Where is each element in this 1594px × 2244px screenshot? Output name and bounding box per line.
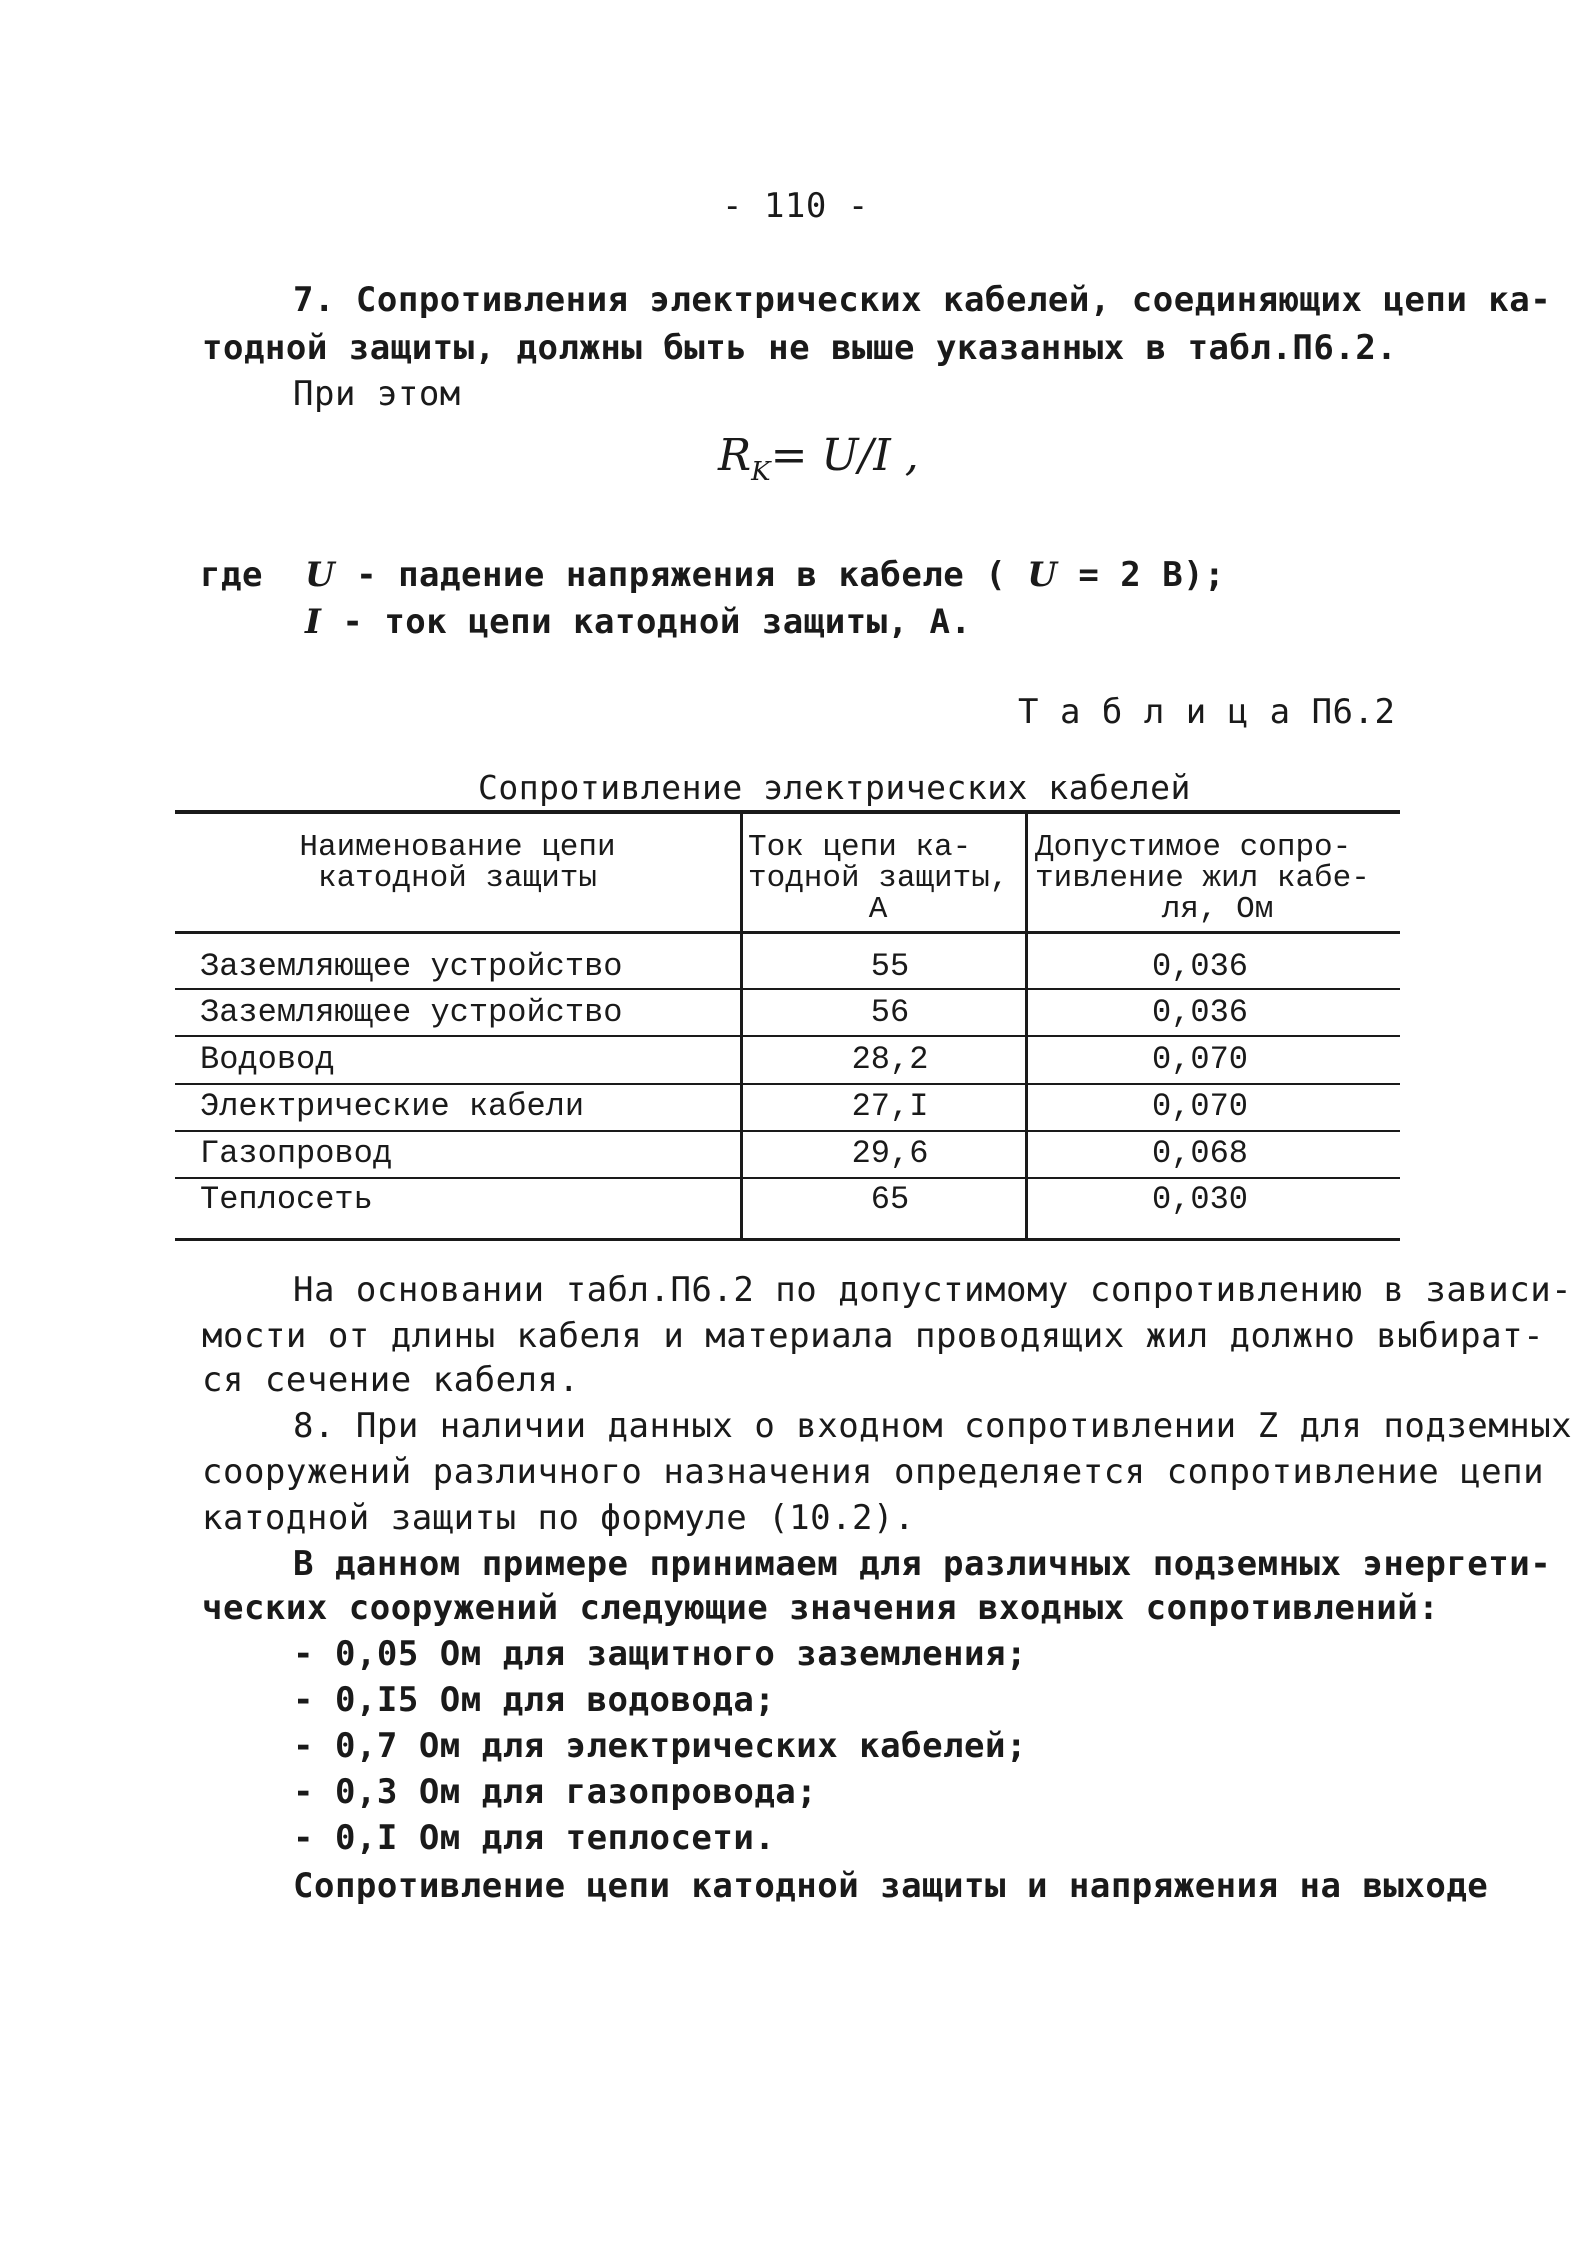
row-rule-5 [175, 1177, 1400, 1179]
header-current-line1: Ток цепи ка- [748, 830, 972, 865]
example-line2: ческих сооружений следующие значения входных сопротивлений: [202, 1588, 1440, 1628]
list-item: - 0,7 Ом для электрических кабелей; [293, 1726, 1027, 1766]
page-number: - 110 - [722, 186, 869, 226]
where-i-text: - ток цепи катодной защиты, А. [342, 602, 972, 642]
list-item: - 0,05 Ом для защитного заземления; [293, 1634, 1027, 1674]
header-current-line3: А [868, 892, 888, 927]
row-resistance: 0,070 [1151, 1088, 1248, 1125]
table-label: Т а б л и ц а П6.2 [1018, 692, 1396, 732]
formula-rest: = U/I , [770, 430, 919, 481]
row-rule-2 [175, 1035, 1400, 1037]
where-i-line [305, 602, 971, 642]
header-name [175, 832, 740, 894]
where-u-line [305, 555, 1225, 595]
header-resistance [1035, 832, 1400, 925]
row-current: 29,6 [851, 1135, 929, 1172]
basis-line3: ся сечение кабеля. [202, 1360, 580, 1400]
header-resistance-line2: тивление жил кабе- [1035, 861, 1370, 896]
list-item: - 0,I Ом для теплосети. [293, 1818, 776, 1858]
row-rule-1 [175, 988, 1400, 990]
where-u-text: - падение напряжения в кабеле ( [356, 555, 1007, 595]
list-item: - 0,3 Ом для газопровода; [293, 1772, 818, 1812]
header-current-line2: тодной защиты, [748, 861, 1009, 896]
row-name: Газопровод [200, 1135, 393, 1172]
row-name: Заземляющее устройство [200, 994, 623, 1031]
header-resistance-line3: ля, Ом [1161, 892, 1274, 927]
list-item: - 0,I5 Ом для водовода; [293, 1680, 776, 1720]
row-current: 28,2 [851, 1041, 929, 1078]
para8-line3: катодной защиты по формуле (10.2). [202, 1498, 915, 1538]
row-rule-4 [175, 1130, 1400, 1132]
table-caption: Сопротивление электрических кабелей [478, 768, 1191, 807]
row-name: Электрические кабели [200, 1088, 585, 1125]
basis-line1: На основании табл.П6.2 по допустимому сопротивлению в зависи- [293, 1270, 1573, 1310]
formula-r: R [718, 430, 752, 481]
row-name: Водовод [200, 1041, 335, 1078]
table-top-rule [175, 810, 1400, 814]
para7-line3: При этом [293, 374, 461, 414]
formula-sub-k: K [751, 456, 771, 487]
row-name: Заземляющее устройство [200, 948, 623, 985]
closing-line: Сопротивление цепи катодной защиты и напряжения на выходе [293, 1866, 1489, 1906]
where-u-symbol: U [305, 555, 336, 595]
formula-rk [718, 430, 919, 487]
header-current [748, 832, 1028, 925]
para7-line1: 7. Сопротивления электрических кабелей, соединяющих цепи ка- [293, 280, 1552, 320]
para8-line2: сооружений различного назначения определяется сопротивление цепи [202, 1452, 1545, 1492]
table-header-rule [175, 931, 1400, 934]
header-name-line2: катодной защиты [317, 861, 598, 896]
where-u-tail: = 2 В); [1078, 555, 1226, 595]
row-resistance: 0,030 [1151, 1181, 1248, 1218]
row-resistance: 0,036 [1151, 994, 1248, 1031]
row-current: 65 [870, 1181, 910, 1218]
para7-line2: тодной защиты, должны быть не выше указанных в табл.П6.2. [202, 328, 1398, 368]
where-i-symbol: I [305, 602, 322, 642]
table-bottom-rule [175, 1238, 1400, 1241]
row-resistance: 0,070 [1151, 1041, 1248, 1078]
row-rule-3 [175, 1083, 1400, 1085]
example-line1: В данном примере принимаем для различных подземных энергети- [293, 1544, 1552, 1584]
header-name-line1: Наименование цепи [299, 830, 616, 865]
where-label: где [200, 555, 263, 595]
row-current: 27,I [851, 1088, 929, 1125]
row-resistance: 0,068 [1151, 1135, 1248, 1172]
row-current: 56 [870, 994, 910, 1031]
para8-line1: 8. При наличии данных о входном сопротивлении Z для подземных [293, 1406, 1573, 1446]
row-current: 55 [870, 948, 910, 985]
row-resistance: 0,036 [1151, 948, 1248, 985]
basis-line2: мости от длины кабеля и материала проводящих жил должно выбират- [202, 1316, 1545, 1356]
where-u-symbol2: U [1027, 555, 1058, 595]
row-name: Теплосеть [200, 1181, 373, 1218]
header-resistance-line1: Допустимое сопро- [1035, 830, 1352, 865]
